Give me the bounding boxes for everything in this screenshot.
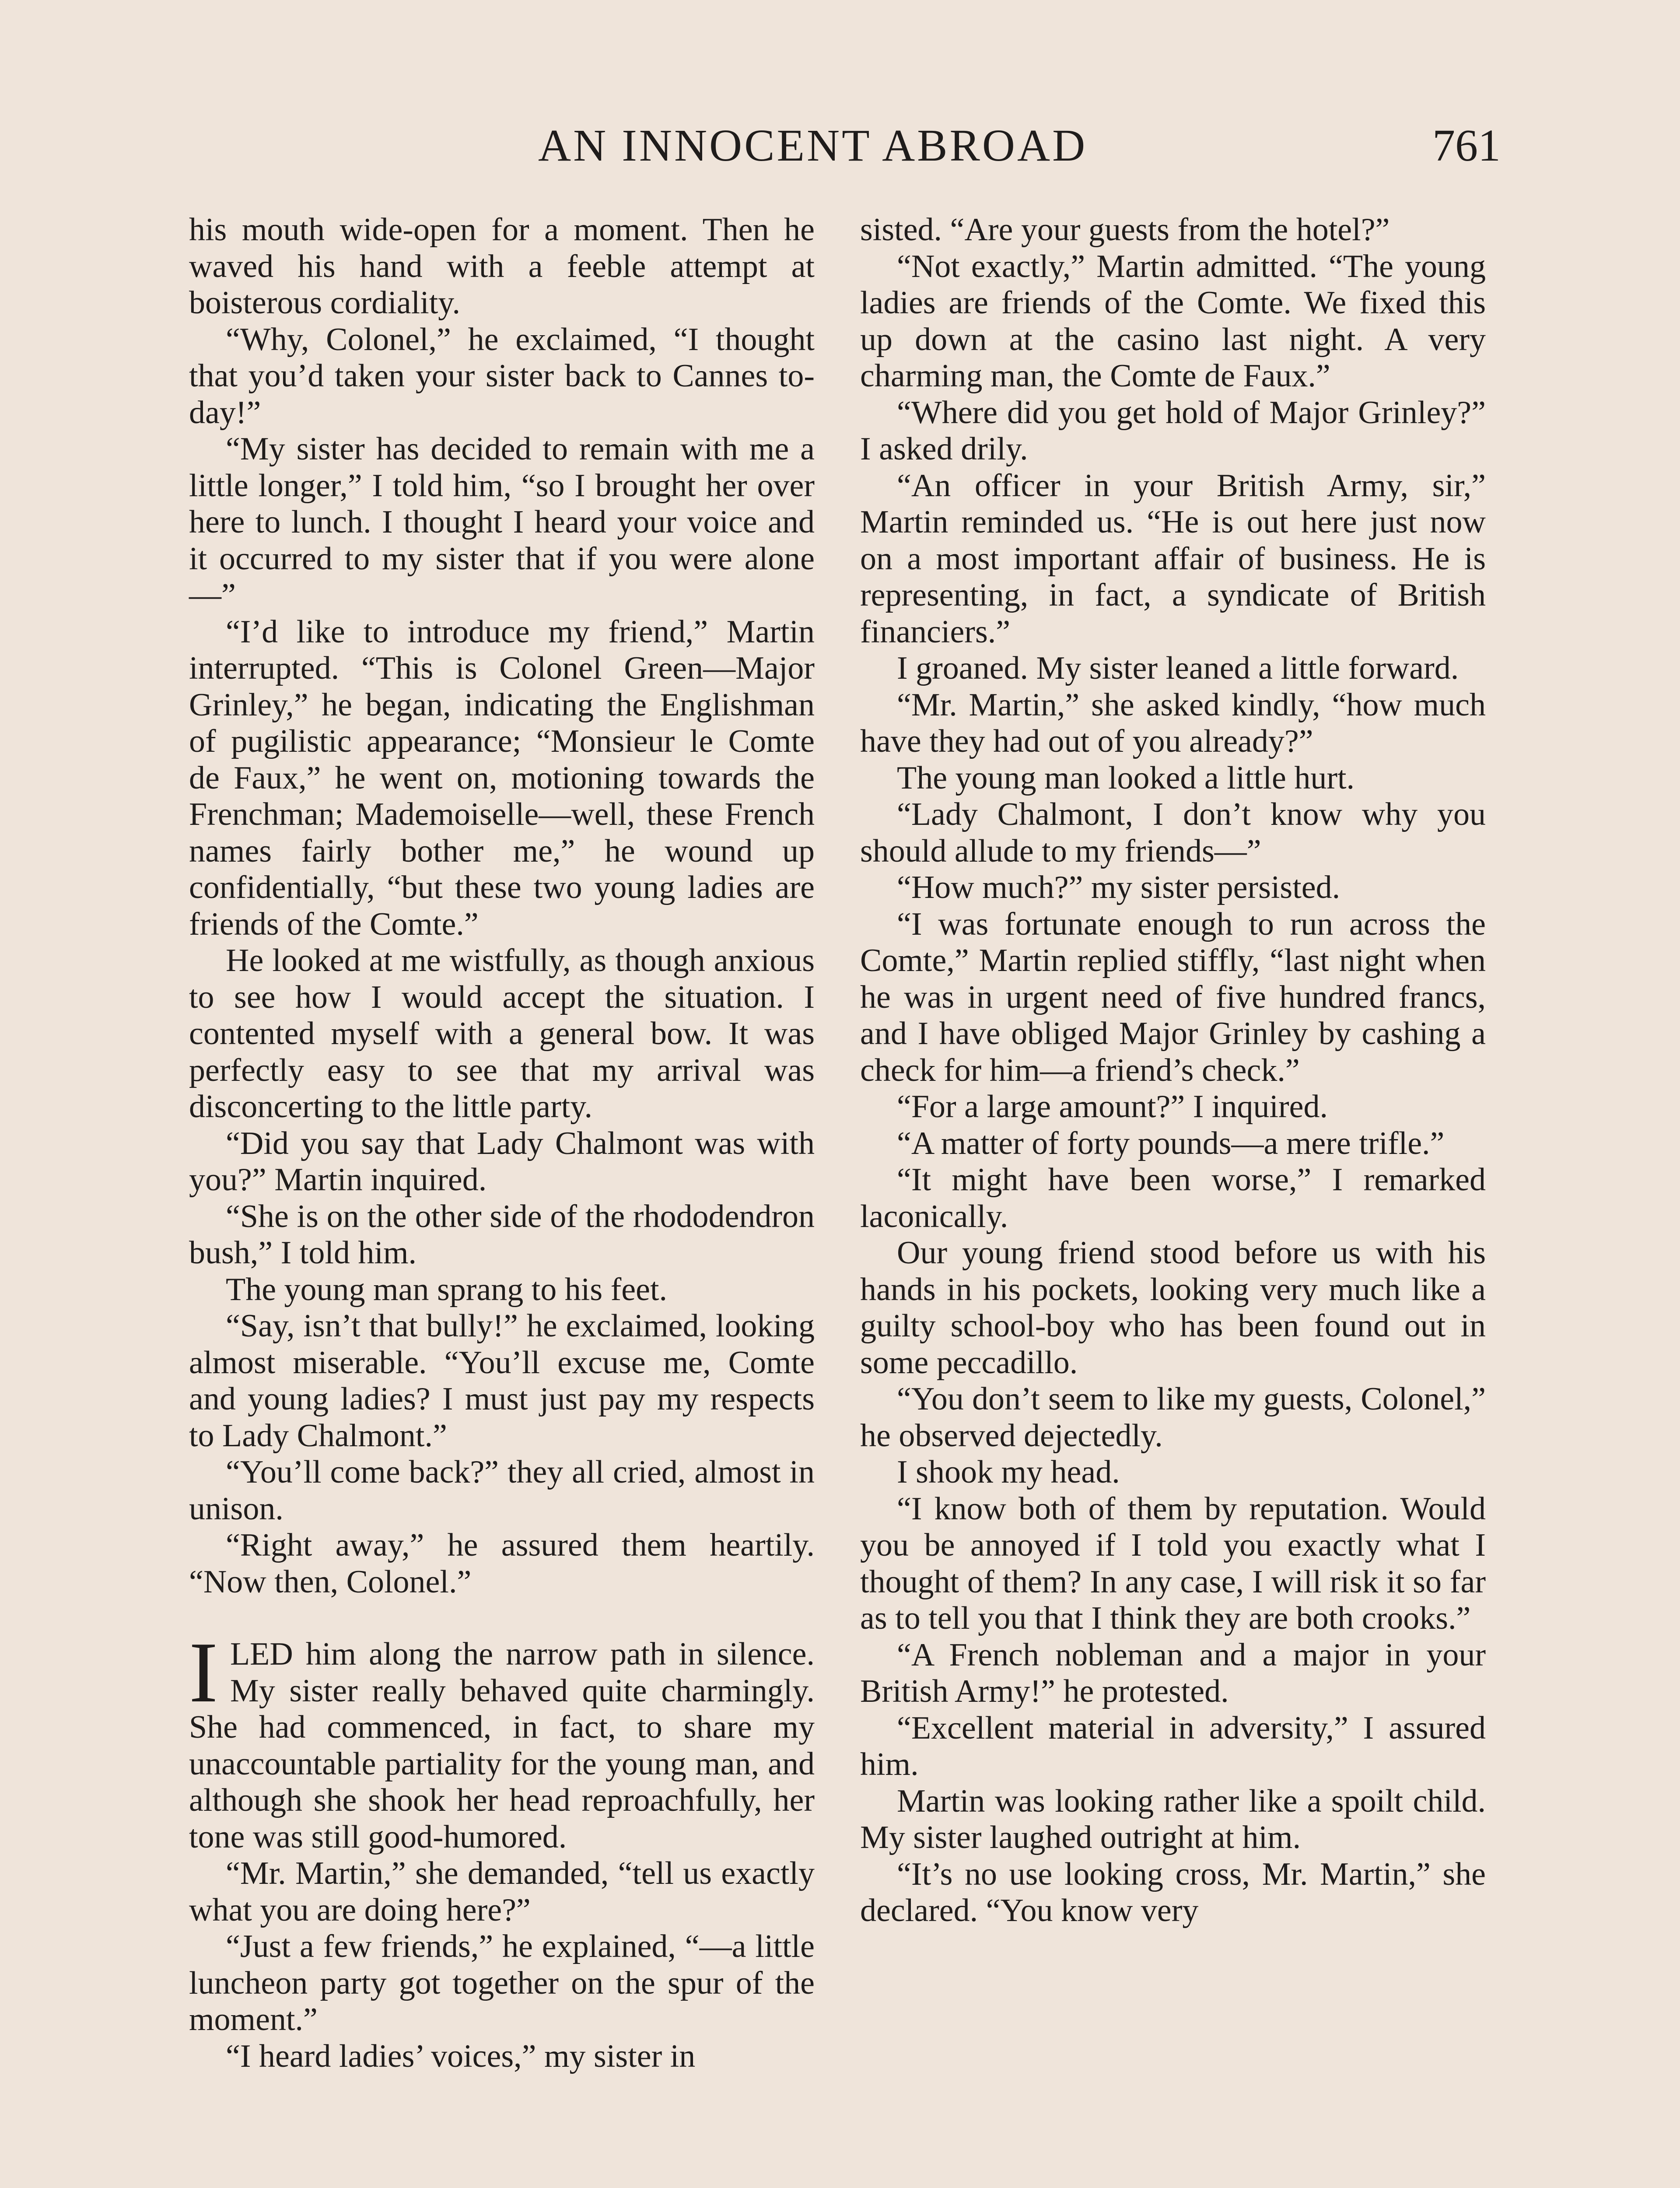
paragraph: “You’ll come back?” they all cried, almost in unison.: [189, 1454, 815, 1527]
paragraph: The young man sprang to his feet.: [226, 1271, 668, 1308]
paragraph: “I heard ladies’ voices,” my sister in: [226, 2038, 696, 2074]
paragraph: sisted. “Are your guests from the hotel?”: [860, 212, 1390, 248]
left-column: [189, 212, 815, 2075]
paragraph: “How much?” my sister persisted.: [897, 870, 1340, 905]
section-start-paragraph: [189, 1624, 815, 1855]
paragraph: “Say, isn’t that bully!” he exclaimed, looking almost miserable. “You’ll excuse me, Comte and young ladies? I must just pay my respects to Lady Chalmont.”: [189, 1308, 815, 1454]
paragraph: “Right away,” he assured them heartily. “Now then, Colonel.”: [189, 1527, 815, 1600]
paragraph: “I know both of them by reputation. Would you be annoyed if I told you exactly what I thought of them? In any case, I will risk it so far as to tell you that I think they are both crooks.”: [860, 1490, 1486, 1636]
paragraph: “Not exactly,” Martin admitted. “The young ladies are friends of the Comte. We fixed this up down at the casino last night. A very charming man, the Comte de Faux.”: [860, 248, 1486, 394]
paragraph: “An officer in your British Army, sir,” Martin reminded us. “He is out here just now on a most important affair of business. He is representing, in fact, a syndicate of British financiers.”: [860, 467, 1486, 650]
paragraph: “Just a few friends,” he explained, “—a little luncheon party got together on the spur of the moment.”: [189, 1929, 815, 2037]
drop-cap: I: [189, 1624, 218, 1720]
paragraph: I shook my head.: [897, 1454, 1120, 1490]
paragraph: “I was fortunate enough to run across the Comte,” Martin replied stiffly, “last night when he was in urgent need of five hundred francs, and I have obliged Major Grinley by cashing a check for him—a friend’s check.”: [860, 906, 1486, 1088]
paragraph: “Lady Chalmont, I don’t know why you should allude to my friends—”: [860, 796, 1486, 869]
paragraph: “Did you say that Lady Chalmont was with you?” Martin inquired.: [189, 1125, 815, 1198]
paragraph: “Mr. Martin,” she demanded, “tell us exactly what you are doing here?”: [189, 1855, 815, 1928]
paragraph: “Excellent material in adversity,” I assured him.: [860, 1710, 1486, 1782]
paragraph: The young man looked a little hurt.: [897, 760, 1355, 796]
paragraph: “Where did you get hold of Major Grinley?” I asked drily.: [860, 394, 1486, 467]
paragraph: “For a large amount?” I inquired.: [897, 1089, 1328, 1125]
paragraph: “Mr. Martin,” she asked kindly, “how much have they had out of you already?”: [860, 687, 1486, 759]
paragraph: “A French nobleman and a major in your British Army!” he protested.: [860, 1637, 1486, 1709]
paragraph: “It might have been worse,” I remarked laconically.: [860, 1162, 1486, 1234]
paragraph-text: LED him along the narrow path in silence. My sister really behaved quite charmingly. She had commenced, in fact, to share my unaccountable partiality for the young man, and although she shook her head reproachfully, her tone was still good-humored.: [189, 1636, 815, 1855]
paragraph: Martin was looking rather like a spoilt child. My sister laughed outright at him.: [860, 1783, 1486, 1855]
paragraph: “Why, Colonel,” he exclaimed, “I thought that you’d taken your sister back to Cannes to-day!”: [189, 321, 815, 431]
paragraph: “A matter of forty pounds—a mere trifle.”: [897, 1125, 1445, 1161]
paragraph: “I’d like to introduce my friend,” Martin interrupted. “This is Colonel Green—Major Grinley,” he began, indicating the Englishman of pugilistic appearance; “Monsieur le Comte de Faux,” he went on, motioning towards the Frenchman; Mademoiselle—well, these French names fairly bother me,” he wound up confidentially, “but these two young ladies are friends of the Comte.”: [189, 614, 815, 942]
paragraph: “She is on the other side of the rhododendron bush,” I told him.: [189, 1198, 815, 1271]
paragraph: “You don’t seem to like my guests, Colonel,” he observed dejectedly.: [860, 1381, 1486, 1454]
page-number: 761: [1432, 120, 1501, 171]
paragraph: I groaned. My sister leaned a little forward.: [897, 650, 1459, 686]
paragraph: He looked at me wistfully, as though anxious to see how I would accept the situation. I contented myself with a general bow. It was perfectly easy to see that my arrival was disconcerting to the little party.: [189, 943, 815, 1125]
paragraph: his mouth wide-open for a moment. Then he waved his hand with a feeble attempt at boisterous cordiality.: [189, 212, 815, 321]
paragraph: Our young friend stood before us with his hands in his pockets, looking very much like a guilty school-boy who has been found out in some peccadillo.: [860, 1235, 1486, 1381]
page-header: [188, 117, 1501, 174]
paragraph: “It’s no use looking cross, Mr. Martin,” she declared. “You know very: [860, 1856, 1486, 1929]
paragraph: “My sister has decided to remain with me a little longer,” I told him, “so I brought her over here to lunch. I thought I heard your voice and it occurred to my sister that if you were alone—”: [189, 431, 815, 613]
running-title: AN INNOCENT ABROAD: [538, 120, 1088, 171]
right-column: [860, 212, 1486, 1929]
